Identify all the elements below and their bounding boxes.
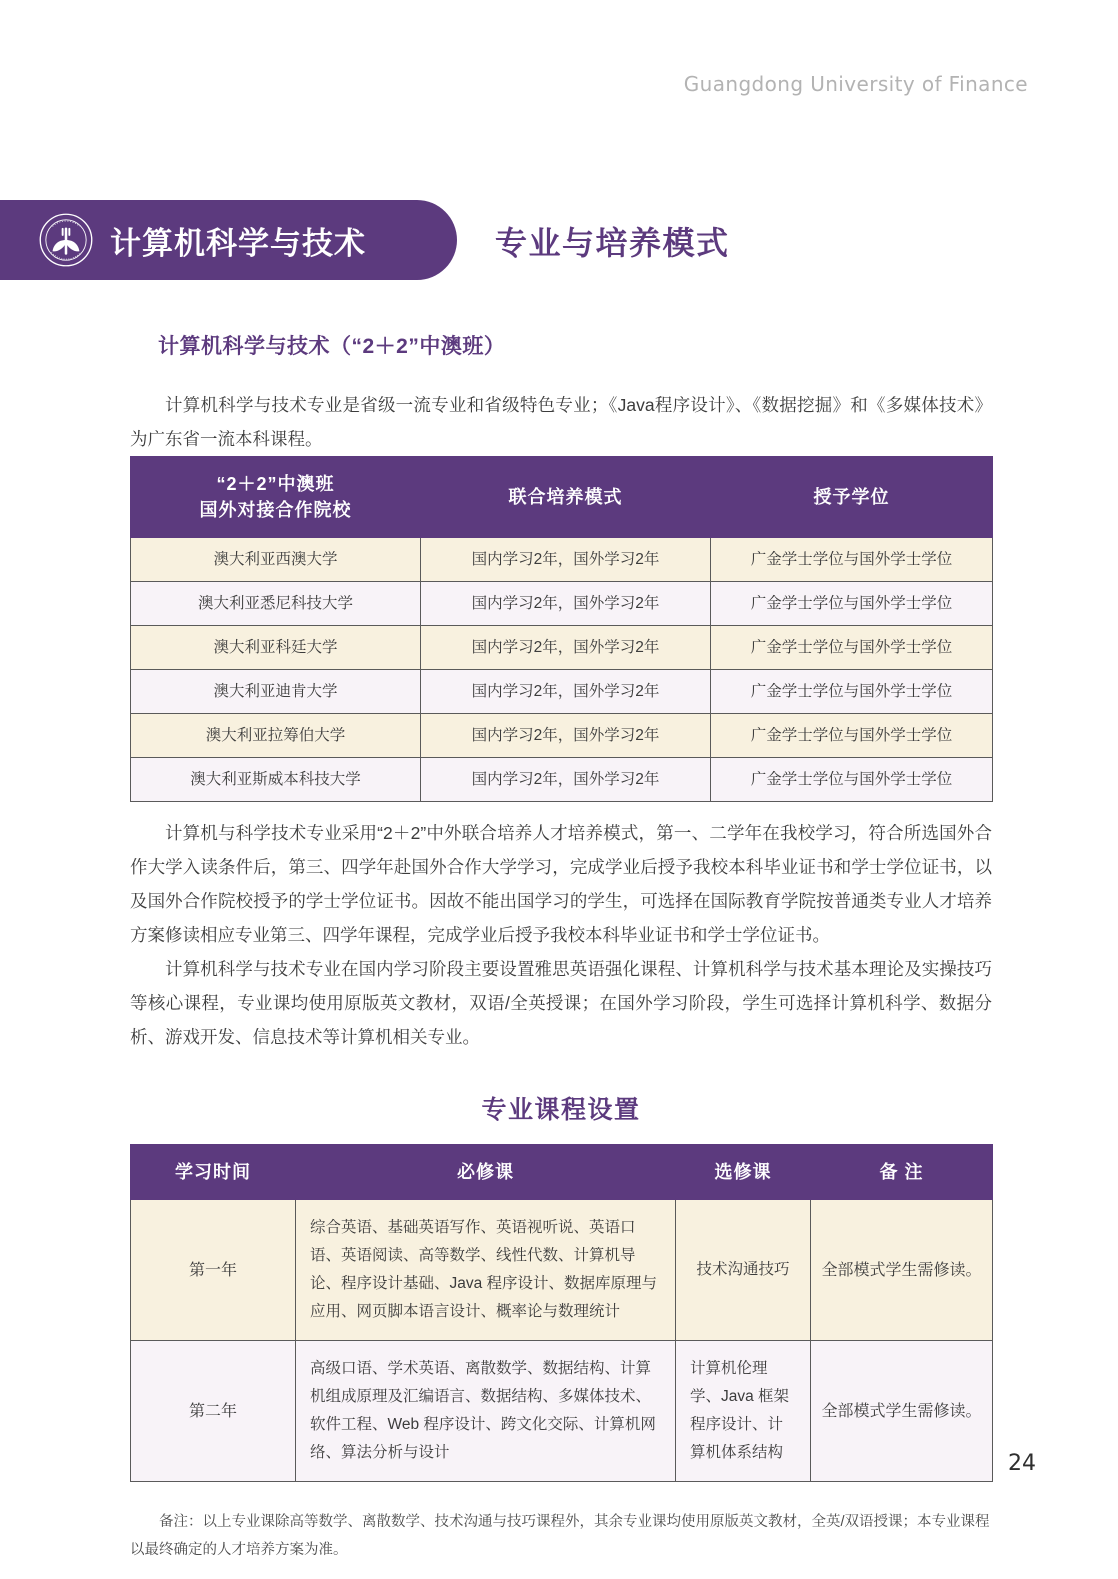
degree-awarded: 广金学士学位与国外学士学位 [711,626,993,670]
university-name: 澳大利亚迪肯大学 [131,670,421,714]
study-year: 第二年 [131,1341,296,1482]
study-mode: 国内学习2年，国外学习2年 [421,582,711,626]
study-mode: 国内学习2年，国外学习2年 [421,626,711,670]
table-row [131,1341,993,1482]
table1-header-mode: 联合培养模式 [421,457,711,538]
elective-courses: 技术沟通技巧 [676,1200,811,1341]
running-header: Guangdong University of Finance [683,72,1028,96]
degree-awarded: 广金学士学位与国外学士学位 [711,670,993,714]
page-number: 24 [1008,1451,1036,1476]
university-name: 澳大利亚悉尼科技大学 [131,582,421,626]
banner-pill [0,200,457,280]
university-name: 澳大利亚西澳大学 [131,538,421,582]
study-mode: 国内学习2年，国外学习2年 [421,670,711,714]
page-content [130,330,992,1579]
elective-courses: 计算机伦理学、Java 框架程序设计、计算机体系结构 [676,1341,811,1482]
university-name: 澳大利亚科廷大学 [131,626,421,670]
table1-header-partner-line1: “2＋2”中澳班 [216,474,335,494]
table2-header-required: 必修课 [296,1145,676,1200]
degree-awarded: 广金学士学位与国外学士学位 [711,758,993,802]
degree-awarded: 广金学士学位与国外学士学位 [711,714,993,758]
program-paragraph-1: 计算机与科学技术专业采用“2＋2”中外联合培养人才培养模式，第一、二学年在我校学习，符合所选国外合作大学入读条件后，第三、四学年赴国外合作大学学习，完成学业后授予我校本科毕业证书和学士学位证书，以及国外合作院校授予的学士学位证书。因故不能出国学习的学生，可选择在国际教育学院按普通类专业人才培养方案修读相应专业第三、四学年课程，完成学业后授予我校本科毕业证书和学士学位证书。 [130,823,992,945]
degree-awarded: 广金学士学位与国外学士学位 [711,582,993,626]
table-header-row [131,457,993,538]
required-courses: 综合英语、基础英语写作、英语视听说、英语口语、英语阅读、高等数学、线性代数、计算机导论、程序设计基础、Java 程序设计、数据库原理与应用、网页脚本语言设计、概率论与数理统计 [296,1200,676,1341]
degree-awarded: 广金学士学位与国外学士学位 [711,538,993,582]
table2-header-period: 学习时间 [131,1145,296,1200]
table-row [131,670,993,714]
required-courses: 高级口语、学术英语、离散数学、数据结构、计算机组成原理及汇编语言、数据结构、多媒体技术、软件工程、Web 程序设计、跨文化交际、计算机网络、算法分析与设计 [296,1341,676,1482]
study-mode: 国内学习2年，国外学习2年 [421,538,711,582]
curriculum-table [130,1144,993,1482]
table-row [131,1200,993,1341]
table-header-row [131,1145,993,1200]
table1-header-degree: 授予学位 [711,457,993,538]
remark: 全部模式学生需修读。 [811,1200,993,1341]
table-row [131,626,993,670]
study-year: 第一年 [131,1200,296,1341]
study-mode: 国内学习2年，国外学习2年 [421,714,711,758]
university-name: 澳大利亚斯威本科技大学 [131,758,421,802]
table-row [131,538,993,582]
table2-header-remark: 备 注 [811,1145,993,1200]
banner-section-title: 专业与培养模式 [495,225,730,261]
program-paragraph-2: 计算机科学与技术专业在国内学习阶段主要设置雅思英语强化课程、计算机科学与技术基本理论及实操技巧等核心课程，专业课均使用原版英文教材，双语/全英授课；在国外学习阶段，学生可选择计算机科学、数据分析、游戏开发、信息技术等计算机相关专业。 [130,959,992,1047]
curriculum-section-heading: 专业课程设置 [481,1096,641,1124]
study-mode: 国内学习2年，国外学习2年 [421,758,711,802]
remark: 全部模式学生需修读。 [811,1341,993,1482]
intro-paragraph: 计算机科学与技术专业是省级一流专业和省级特色专业；《Java程序设计》、《数据挖掘》和《多媒体技术》为广东省一流本科课程。 [130,395,992,449]
description-paragraphs [130,816,992,1054]
table-row [131,758,993,802]
table1-header-partner [131,457,421,538]
table-row [131,714,993,758]
banner-major-label: 计算机科学与技术 [110,225,366,261]
program-subheading: 计算机科学与技术（“2＋2”中澳班） [158,335,506,358]
table2-header-elective: 选修课 [676,1145,811,1200]
university-seal-icon [38,212,94,268]
university-name: 澳大利亚拉筹伯大学 [131,714,421,758]
curriculum-footnote: 备注：以上专业课除高等数学、离散数学、技术沟通与技巧课程外，其余专业课均使用原版英文教材，全英/双语授课；本专业课程以最终确定的人才培养方案为准。 [130,1514,990,1558]
table1-header-partner-line2: 国外对接合作院校 [199,500,352,520]
partner-universities-table [130,456,993,802]
table-row [131,582,993,626]
page-banner [0,200,1118,280]
